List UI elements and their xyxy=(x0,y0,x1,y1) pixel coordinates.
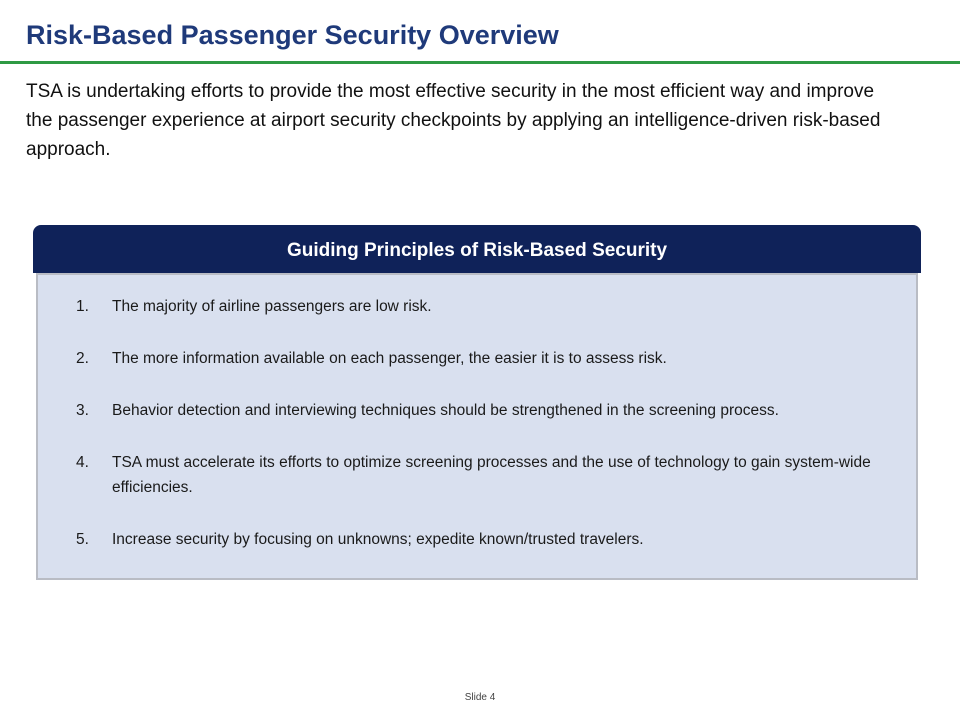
principles-box xyxy=(36,273,918,580)
intro-paragraph: TSA is undertaking efforts to provide the most effective security in the most efficient way and improve the passenger experience at airport security checkpoints by applying an intelligence-driven risk-based approach. xyxy=(26,81,881,160)
principle-number: 3. xyxy=(76,402,89,419)
slide-number: Slide 4 xyxy=(464,692,496,703)
principle-number: 1. xyxy=(76,298,89,315)
principle-item-5 xyxy=(76,527,896,552)
principle-text: TSA must accelerate its efforts to optimize screening processes and the use of technology to gain system-wide efficiencies. xyxy=(112,454,871,496)
title-divider xyxy=(0,61,960,64)
principles-header: Guiding Principles of Risk-Based Security xyxy=(33,225,921,273)
principle-text: Increase security by focusing on unknowns; expedite known/trusted travelers. xyxy=(112,531,644,548)
principle-number: 4. xyxy=(76,454,89,471)
slide-title: Risk-Based Passenger Security Overview xyxy=(26,20,559,50)
principle-text: The more information available on each passenger, the easier it is to assess risk. xyxy=(112,350,667,367)
principle-item-2 xyxy=(76,346,896,371)
principle-number: 5. xyxy=(76,531,89,548)
principle-item-1 xyxy=(76,294,896,319)
principle-number: 2. xyxy=(76,350,89,367)
principle-text: The majority of airline passengers are low risk. xyxy=(112,298,432,315)
principle-text: Behavior detection and interviewing techniques should be strengthened in the screening process. xyxy=(112,402,779,419)
principle-item-3 xyxy=(76,398,896,423)
principle-item-4 xyxy=(76,450,896,500)
principles-list xyxy=(76,294,896,552)
